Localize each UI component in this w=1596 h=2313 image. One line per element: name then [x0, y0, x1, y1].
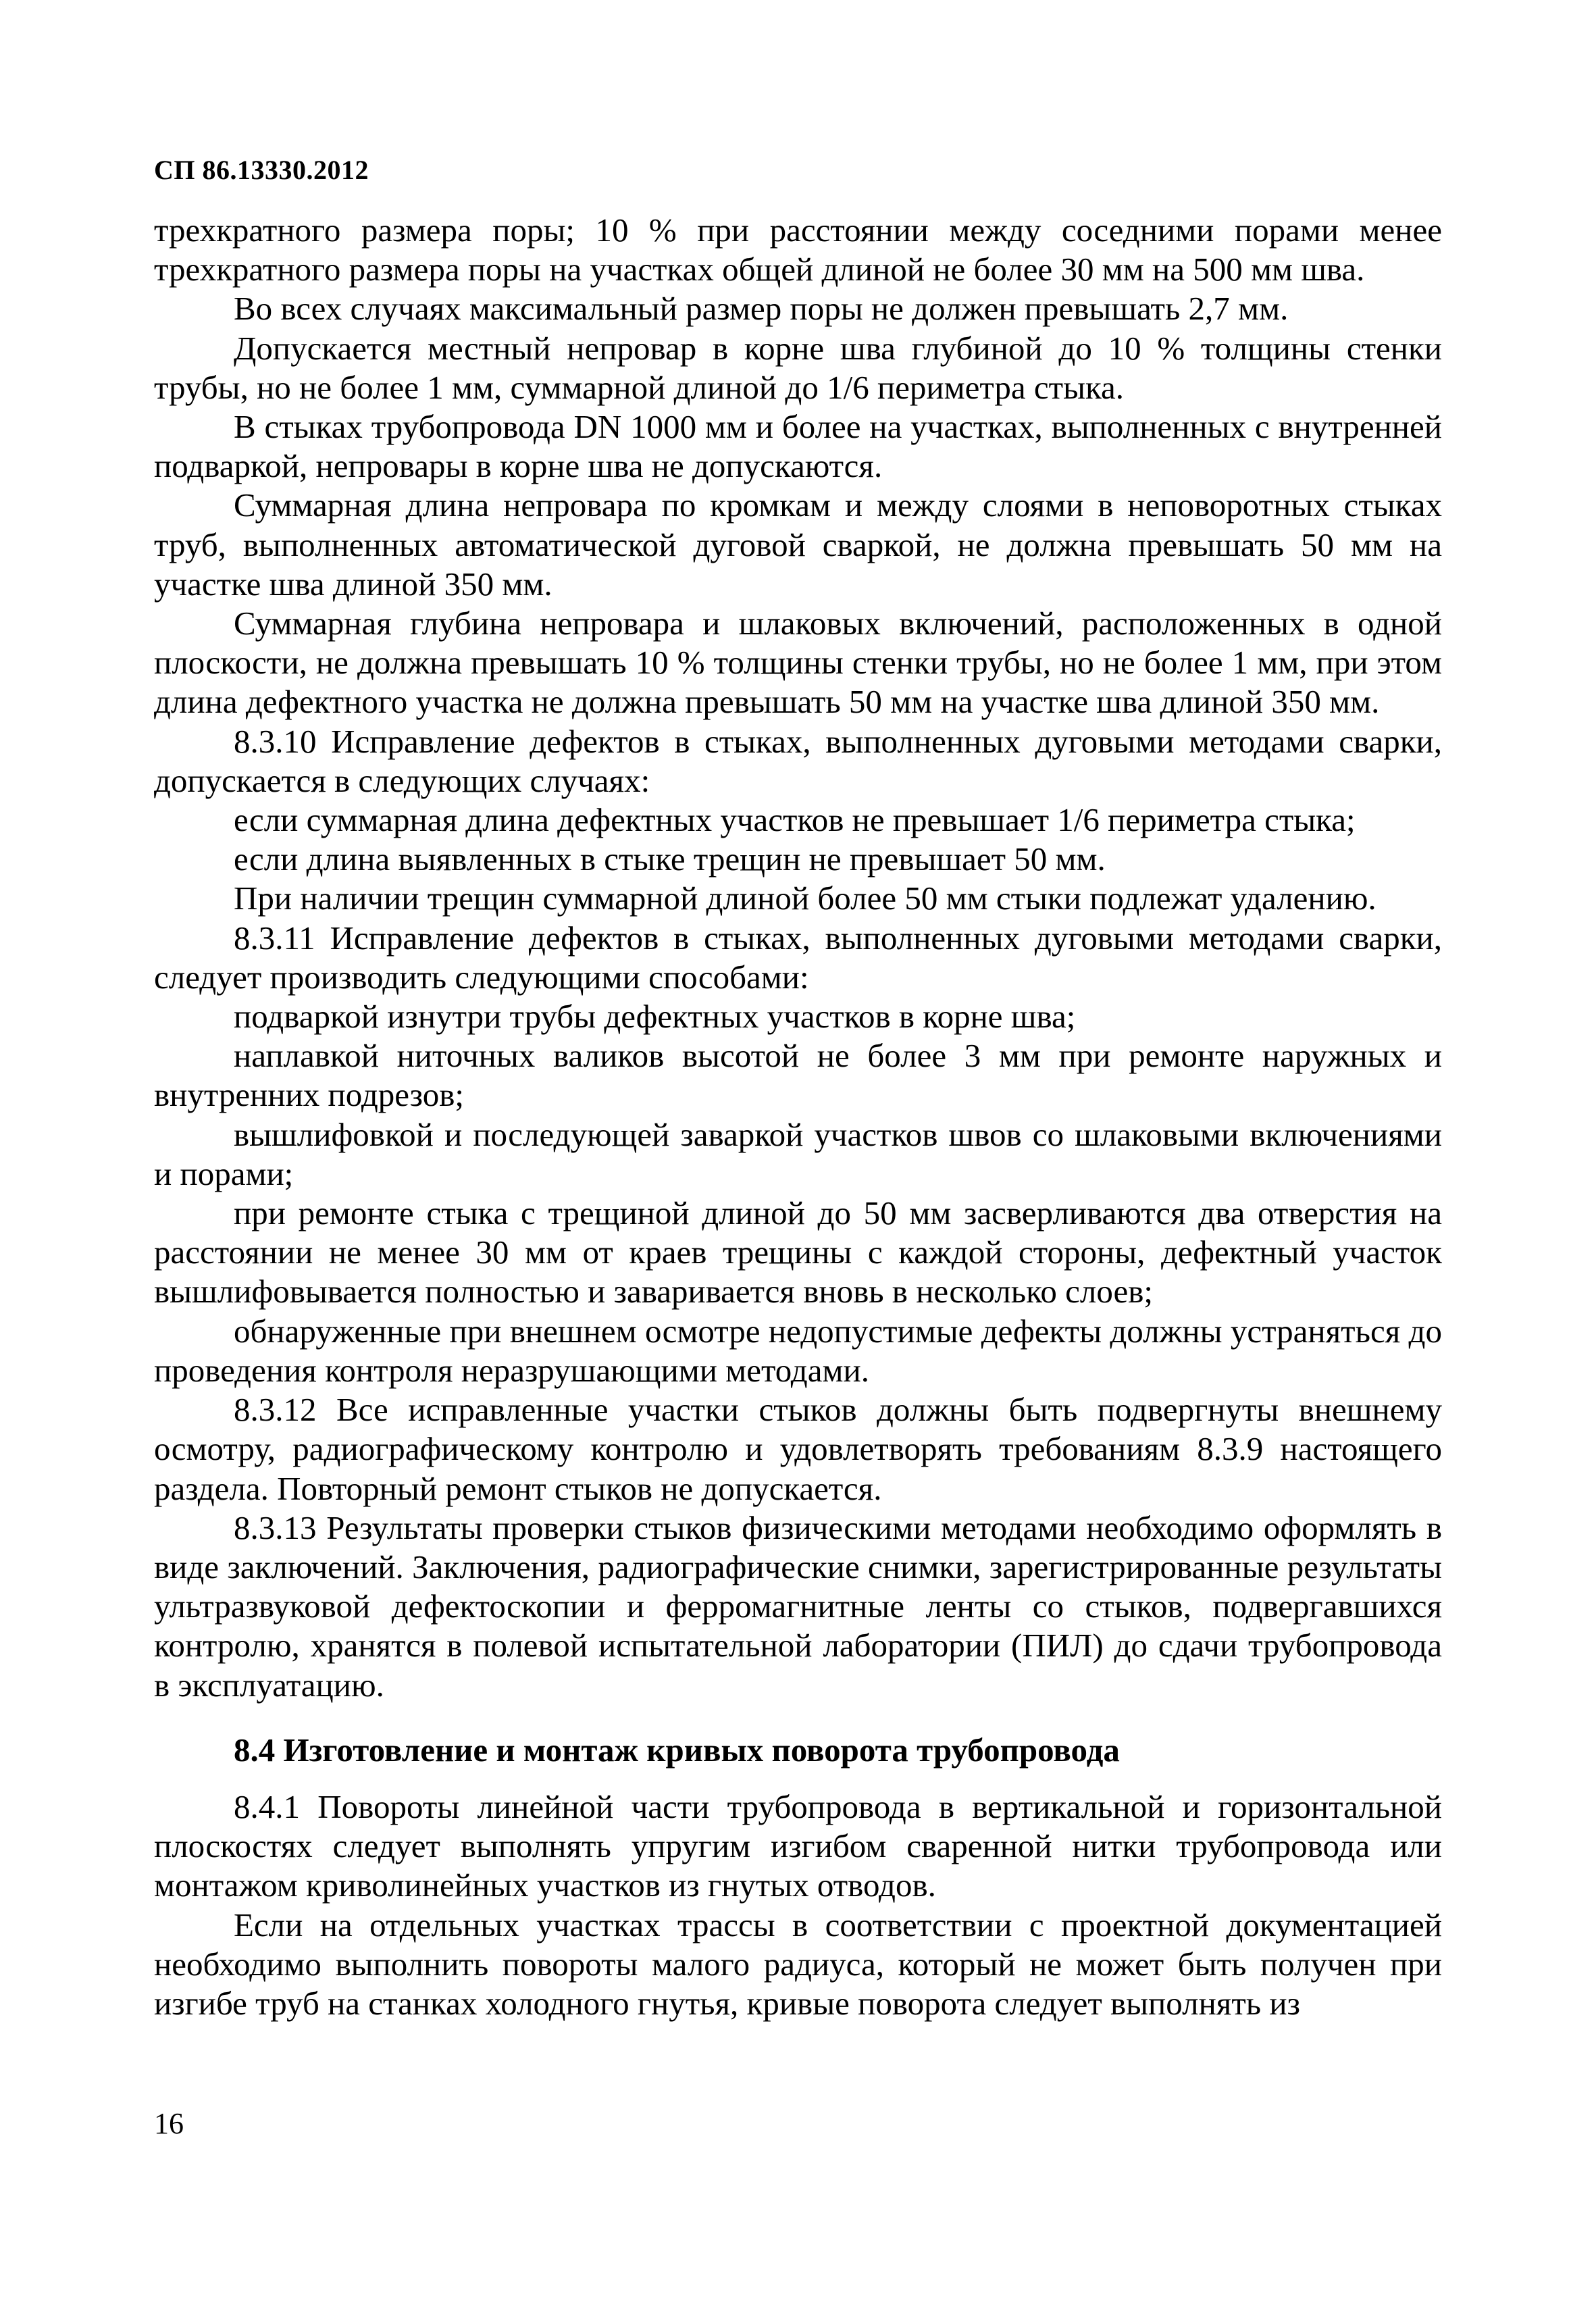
list-item-crack-repair: при ремонте стыка с трещиной длиной до 50 мм засверливаются два отверстия на расстоянии не менее 30 мм от краев трещины с каждой стороны, дефектный участок вышлифовывается полностью и заваривается вновь в несколько слоев; — [154, 1194, 1442, 1311]
paragraph-8-3-11: 8.3.11 Исправление дефектов в стыках, выполненных дуговыми методами сварки, следует производить следующими способами: — [154, 919, 1442, 996]
document-body — [154, 211, 1442, 2023]
paragraph-local-lack-of-penetration: Допускается местный непровар в корне шва глубиной до 10 % толщины стенки трубы, но не более 1 мм, суммарной длиной до 1/6 периметра стыка. — [154, 329, 1442, 406]
paragraph-small-radius-bends: Если на отдельных участках трассы в соответствии с проектной документацией необходимо выполнить повороты малого радиуса, который не может быть получен при изгибе труб на станках холодного гнутья, кривые поворота следует выполнять из — [154, 1906, 1442, 2022]
paragraph-total-length: Суммарная длина непровара по кромкам и между слоями в неповоротных стыках труб, выполненных автоматической дуговой сваркой, не должна превышать 50 мм на участке шва длиной 350 мм. — [154, 486, 1442, 603]
paragraph-8-3-10: 8.3.10 Исправление дефектов в стыках, выполненных дуговыми методами сварки, допускается в следующих случаях: — [154, 722, 1442, 799]
list-item-defect-length: если суммарная длина дефектных участков не превышает 1/6 периметра стыка; — [234, 801, 1356, 839]
paragraph-max-pore-size: Во всех случаях максимальный размер поры не должен превышать 2,7 мм. — [234, 290, 1289, 328]
paragraph-continuation: трехкратного размера поры; 10 % при расстоянии между соседними порами менее трехкратного размера поры на участках общей длиной не более 30 мм на 500 мм шва. — [154, 211, 1442, 288]
list-item-crack-length: если длина выявленных в стыке трещин не превышает 50 мм. — [234, 840, 1106, 878]
paragraph-8-4-1: 8.4.1 Повороты линейной части трубопровода в вертикальной и горизонтальной плоскостях следует выполнять упругим изгибом сваренной нитки трубопровода или монтажом криволинейных участков из гнутых отводов. — [154, 1787, 1442, 1904]
paragraph-total-depth: Суммарная глубина непровара и шлаковых включений, расположенных в одной плоскости, не должна превышать 10 % толщины стенки трубы, но не более 1 мм, при этом длина дефектного участка не должна превышать 50 мм на участке шва длиной 350 мм. — [154, 605, 1442, 721]
paragraph-crack-removal: При наличии трещин суммарной длиной более 50 мм стыки подлежат удалению. — [234, 880, 1376, 917]
list-item-bead-surfacing: наплавкой ниточных валиков высотой не более 3 мм при ремонте наружных и внутренних подрезов; — [154, 1037, 1442, 1114]
document-code-header: СП 86.13330.2012 — [154, 155, 369, 185]
paragraph-8-3-12: 8.3.12 Все исправленные участки стыков должны быть подвергнуты внешнему осмотру, радиографическому контролю и удовлетворять требованиям 8.3.9 настоящего раздела. Повторный ремонт стыков не допускается. — [154, 1391, 1442, 1507]
paragraph-dn1000: В стыках трубопровода DN 1000 мм и более на участках, выполненных с внутренней подваркой, непровары в корне шва не допускаются. — [154, 408, 1442, 485]
paragraph-8-3-13: 8.3.13 Результаты проверки стыков физическими методами необходимо оформлять в виде заключений. Заключения, радиографические снимки, зарегистрированные результаты ультразвуковой дефектоскопии и ферромагнитные ленты со стыков, подвергавшихся контролю, хранятся в полевой испытательной лаборатории (ПИЛ) до сдачи трубопровода в эксплуатацию. — [154, 1508, 1442, 1704]
page-number: 16 — [154, 2107, 184, 2140]
list-item-visual-defects: обнаруженные при внешнем осмотре недопустимые дефекты должны устраняться до проведения контроля неразрушающими методами. — [154, 1312, 1442, 1389]
section-title-8-4: 8.4 Изготовление и монтаж кривых поворота трубопровода — [234, 1731, 1120, 1769]
list-item-grinding: вышлифовкой и последующей заваркой участков швов со шлаковыми включениями и порами; — [154, 1115, 1442, 1192]
list-item-inner-welding: подваркой изнутри трубы дефектных участков в корне шва; — [234, 998, 1076, 1036]
